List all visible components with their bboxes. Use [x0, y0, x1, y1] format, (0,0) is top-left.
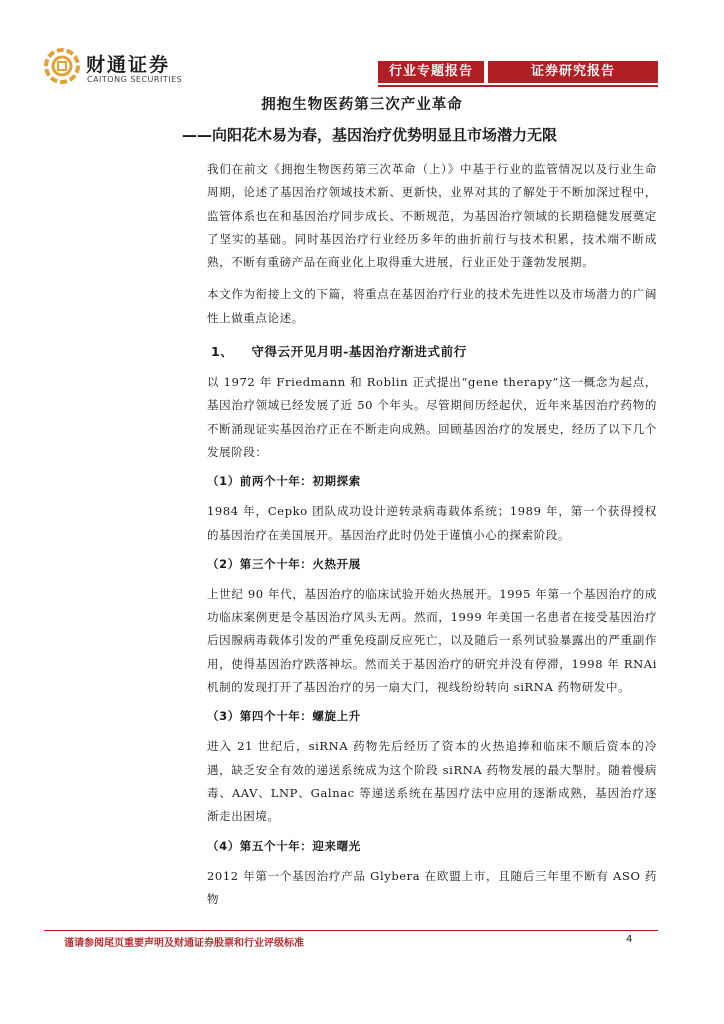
scope-paragraph: 本文作为衔接上文的下篇，将重点在基因治疗行业的技术先进性以及市场潜力的广阔性上做重点论述。 — [207, 287, 657, 325]
section-number: 1、 — [211, 344, 234, 360]
intro-paragraph: 我们在前文《拥抱生物医药第三次革命（上）》中基于行业的监管情况以及行业生命周期，论述了基因治疗领域技术新、更新快，业界对其的了解处于不断加深过程中，监管体系也在和基因治疗同步成长、不断规范，为基因治疗领域的长期稳健发展奠定了坚实的基础。同时基因治疗行业经历多年的曲折前行与技术积累，技术端不断成熟，不断有重磅产品在商业化上取得重大进展，行业正处于蓬勃发展期。 — [207, 162, 657, 270]
history-paragraph: 以 1972 年 Friedmann 和 Roblin 正式提出“gene therapy”这一概念为起点，基因治疗领域已经发展了近 50 个年头。尽管期间历经起伏，近年来基因治疗药物的不断涌现证实基因治疗正在不断走向成熟。回顾基因治疗的发展史，经历了以下几个发展阶段： — [207, 375, 657, 459]
header-divider — [378, 85, 658, 87]
page-number: 4 — [626, 934, 633, 945]
report-header-tabs — [378, 61, 658, 83]
logo-english-name: CAITONG SECURITIES — [87, 75, 183, 84]
report-series-tab: 证券研究报告 — [488, 61, 658, 83]
stage-paragraph-3: 进入 21 世纪后，siRNA 药物先后经历了资本的火热追捧和临床不顺后资本的冷遇，缺乏安全有效的递送系统成为这个阶段 siRNA 药物发展的最大掣肘。随着慢病毒、AAV、LNP、Galnac 等递送系统在基因疗法中应用的逐渐成熟，基因治疗逐渐走出困境。 — [207, 739, 657, 824]
stage-paragraph-1: 1984 年，Cepko 团队成功设计逆转录病毒载体系统；1989 年，第一个获得授权的基因治疗在美国展开。基因治疗此时仍处于谨慎小心的探索阶段。 — [207, 504, 657, 542]
report-type-tab: 行业专题报告 — [378, 61, 484, 83]
stage-heading-1: （1）前两个十年：初期探索 — [207, 474, 361, 489]
stage-heading-3: （3）第四个十年：螺旋上升 — [207, 709, 361, 724]
section-heading — [211, 342, 657, 360]
stage-heading-2: （2）第三个十年：火热开展 — [207, 556, 361, 571]
footer-divider — [44, 930, 658, 931]
footer-disclaimer: 谨请参阅尾页重要声明及财通证券股票和行业评级标准 — [64, 938, 304, 949]
caitong-coin-logo-icon — [44, 48, 80, 84]
stage-paragraph-4: 2012 年第一个基因治疗产品 Glybera 在欧盟上市，且随后三年里不断有 ASO 药物 — [207, 868, 657, 906]
stage-paragraph-2: 上世纪 90 年代，基因治疗的临床试验开始火热展开。1995 年第一个基因治疗的成功临床案例更是令基因治疗风头无两。然而，1999 年美国一名患者在接受基因治疗后因腺病毒载体引发的严重免疫副反应死亡，以及随后一系列试验暴露出的严重副作用，使得基因治疗跌落神坛。然而关于基因治疗的研究并没有停滞，1998 年 RNAi 机制的发现打开了基因治疗的另一扇大门，视线纷纷转向 siRNA 药物研发中。 — [207, 586, 657, 695]
logo-chinese-name: 财通证券 — [86, 54, 171, 76]
brand-logo — [44, 48, 224, 88]
document-title: 拥抱生物医药第三次产业革命 — [261, 97, 463, 113]
report-body — [207, 158, 657, 920]
stage-heading-4: （4）第五个十年：迎来曙光 — [207, 838, 361, 853]
section-title: 守得云开见月明-基因治疗渐进式前行 — [251, 344, 467, 360]
document-subtitle: ——向阳花木易为春，基因治疗优势明显且市场潜力无限 — [182, 126, 558, 144]
